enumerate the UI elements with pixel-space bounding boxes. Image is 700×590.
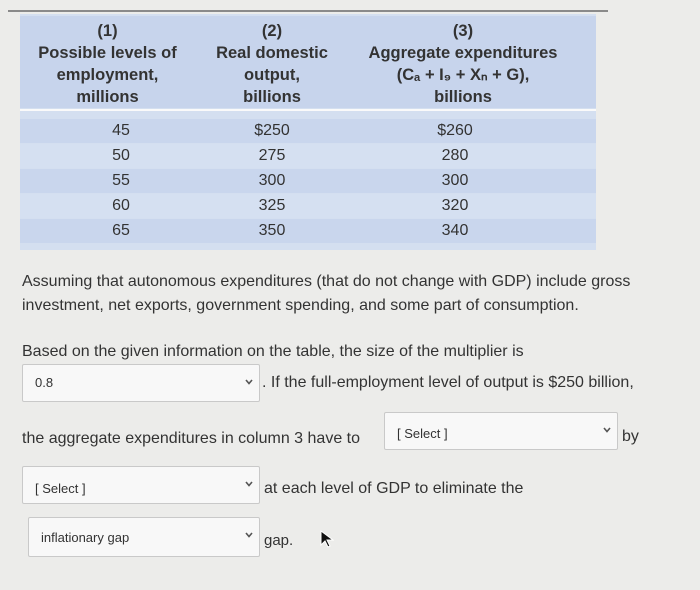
- header-line: millions: [76, 88, 139, 106]
- autonomous-expenditures-text: [22, 270, 682, 318]
- header-line: (Cₐ + I₉ + Xₙ + G),: [396, 66, 530, 84]
- selected-value: 0.8: [35, 375, 54, 390]
- output-cell: 325: [258, 197, 286, 214]
- employment-cell: 50: [112, 147, 130, 164]
- mouse-cursor-icon: [320, 530, 334, 553]
- table-row: [20, 119, 596, 143]
- table-row: [20, 219, 596, 243]
- amount-select[interactable]: [22, 466, 260, 504]
- gap-type-select[interactable]: [28, 517, 260, 557]
- header-line: Aggregate expenditures: [368, 44, 558, 62]
- multiplier-select[interactable]: [22, 364, 260, 402]
- gap-text: gap.: [264, 532, 294, 549]
- column-header-output: [208, 20, 336, 108]
- data-table: [20, 14, 596, 250]
- top-divider: [8, 10, 608, 12]
- expenditures-cell: 280: [441, 147, 469, 164]
- chevron-down-icon: [603, 426, 611, 434]
- employment-cell: 55: [112, 172, 130, 189]
- column-header-employment: [20, 20, 195, 108]
- header-line: Possible levels of: [38, 44, 177, 62]
- multiplier-question: Based on the given information on the table, the size of the multiplier is: [22, 343, 524, 360]
- selected-value: [ Select ]: [397, 426, 448, 441]
- direction-select[interactable]: [384, 412, 618, 450]
- full-employment-text: . If the full-employment level of output is $250 billion,: [262, 374, 634, 391]
- expenditures-cell: $260: [437, 122, 473, 139]
- employment-cell: 60: [112, 197, 130, 214]
- expenditures-cell: 300: [441, 172, 469, 189]
- output-cell: 350: [258, 222, 286, 239]
- selected-value: [ Select ]: [35, 481, 86, 496]
- table-row: [20, 169, 596, 193]
- header-line: output,: [244, 66, 300, 84]
- text-line: investment, net exports, government spending, and some part of consumption.: [22, 297, 579, 314]
- header-number: (3): [452, 22, 474, 40]
- header-line: billions: [243, 88, 301, 106]
- expenditures-cell: 320: [441, 197, 469, 214]
- table-row: [20, 194, 596, 218]
- output-cell: $250: [254, 122, 290, 139]
- chevron-down-icon: [245, 531, 253, 539]
- header-line: Real domestic: [216, 44, 328, 62]
- aggregate-expenditures-text: the aggregate expenditures in column 3 have to: [22, 430, 361, 447]
- column-header-aggregate-expenditures: [354, 20, 572, 108]
- output-cell: 300: [258, 172, 286, 189]
- by-text: by: [622, 428, 639, 445]
- table-row: [20, 144, 596, 168]
- text-line: Assuming that autonomous expenditures (that do not change with GDP) include gross: [22, 273, 631, 290]
- chevron-down-icon: [245, 378, 253, 386]
- header-number: (1): [97, 22, 118, 40]
- header-divider: [20, 109, 596, 111]
- employment-cell: 45: [112, 122, 130, 139]
- output-cell: 275: [258, 147, 286, 164]
- header-number: (2): [261, 22, 283, 40]
- expenditures-cell: 340: [441, 222, 469, 239]
- chevron-down-icon: [245, 480, 253, 488]
- header-line: employment,: [56, 66, 159, 84]
- employment-cell: 65: [112, 222, 130, 239]
- header-line: billions: [434, 88, 492, 106]
- each-level-text: at each level of GDP to eliminate the: [264, 480, 524, 497]
- selected-value: inflationary gap: [41, 530, 130, 545]
